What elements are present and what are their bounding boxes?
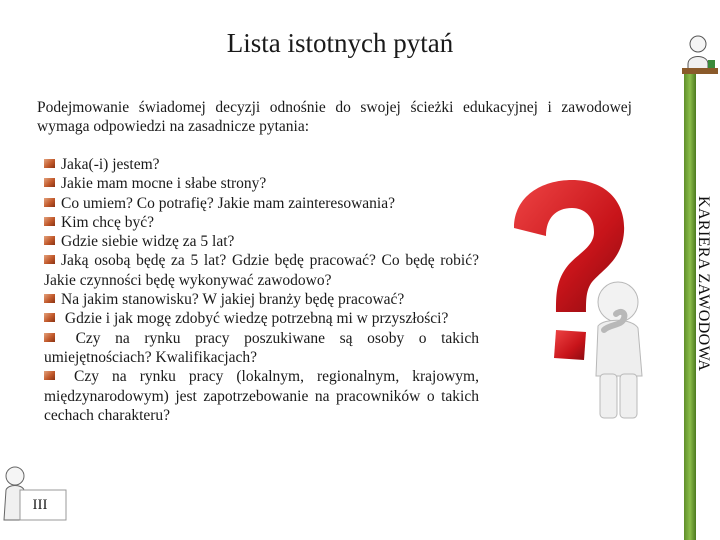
question-list [44, 155, 479, 425]
question-text: Na jakim stanowisku? W jakiej branży będę pracować? [61, 291, 405, 309]
sidebar-vertical-label: KARIERA ZAWODOWA [695, 196, 712, 372]
question-text: Jakie mam mocne i słabe strony? [61, 175, 267, 193]
question-text: Czy na rynku pracy (lokalnym, regionalnym, krajowym, międzynarodowym) jest zapotrzebowanie na pracowników o takich cechach charakteru? [44, 368, 479, 424]
question-mark-dot [554, 330, 586, 360]
section-number: III [32, 497, 48, 513]
question-item [44, 174, 479, 193]
question-item [44, 329, 479, 368]
question-item [44, 155, 479, 174]
bullet-square-icon [44, 294, 55, 303]
bullet-square-icon [44, 198, 55, 207]
question-text: Jaką osobą będę za 5 lat? Gdzie będę pracować? Co będę robić? Jakie czynności będę wykonywać zawodowo? [44, 252, 479, 289]
bullet-square-icon [44, 236, 55, 245]
bullet-square-icon [44, 371, 55, 380]
bullet-square-icon [44, 178, 55, 187]
question-item [44, 290, 479, 309]
question-text: Kim chcę być? [61, 213, 154, 231]
bullet-square-icon [44, 159, 55, 168]
slide-title: Lista istotnych pytań [226, 28, 454, 58]
question-text: Czy na rynku pracy poszukiwane są osoby o takich umiejętnościach? Kwalifikacjach? [44, 329, 479, 366]
question-text: Gdzie i jak mogę zdobyć wiedzę potrzebną mi w przyszłości? [61, 310, 449, 328]
question-item [44, 251, 479, 290]
intro-paragraph: Podejmowanie świadomej decyzji odnośnie do swojej ścieżki edukacyjnej i zawodowej wymaga odpowiedzi na zasadnicze pytania: [37, 99, 632, 135]
question-item [44, 213, 479, 232]
bullet-square-icon [44, 313, 55, 322]
bullet-square-icon [44, 255, 55, 264]
question-text: Gdzie siebie widzę za 5 lat? [61, 233, 235, 251]
question-text: Jaka(-i) jestem? [61, 156, 160, 173]
question-item [44, 194, 479, 213]
bullet-square-icon [44, 333, 55, 342]
question-item [44, 309, 479, 328]
question-text: Co umiem? Co potrafię? Jakie mam zainteresowania? [61, 194, 395, 212]
bullet-square-icon [44, 217, 55, 226]
person-figure [596, 282, 642, 418]
question-item [44, 367, 479, 425]
figure-at-desk-icon [680, 30, 720, 80]
person-with-question-mark [500, 178, 650, 423]
question-item [44, 232, 479, 251]
